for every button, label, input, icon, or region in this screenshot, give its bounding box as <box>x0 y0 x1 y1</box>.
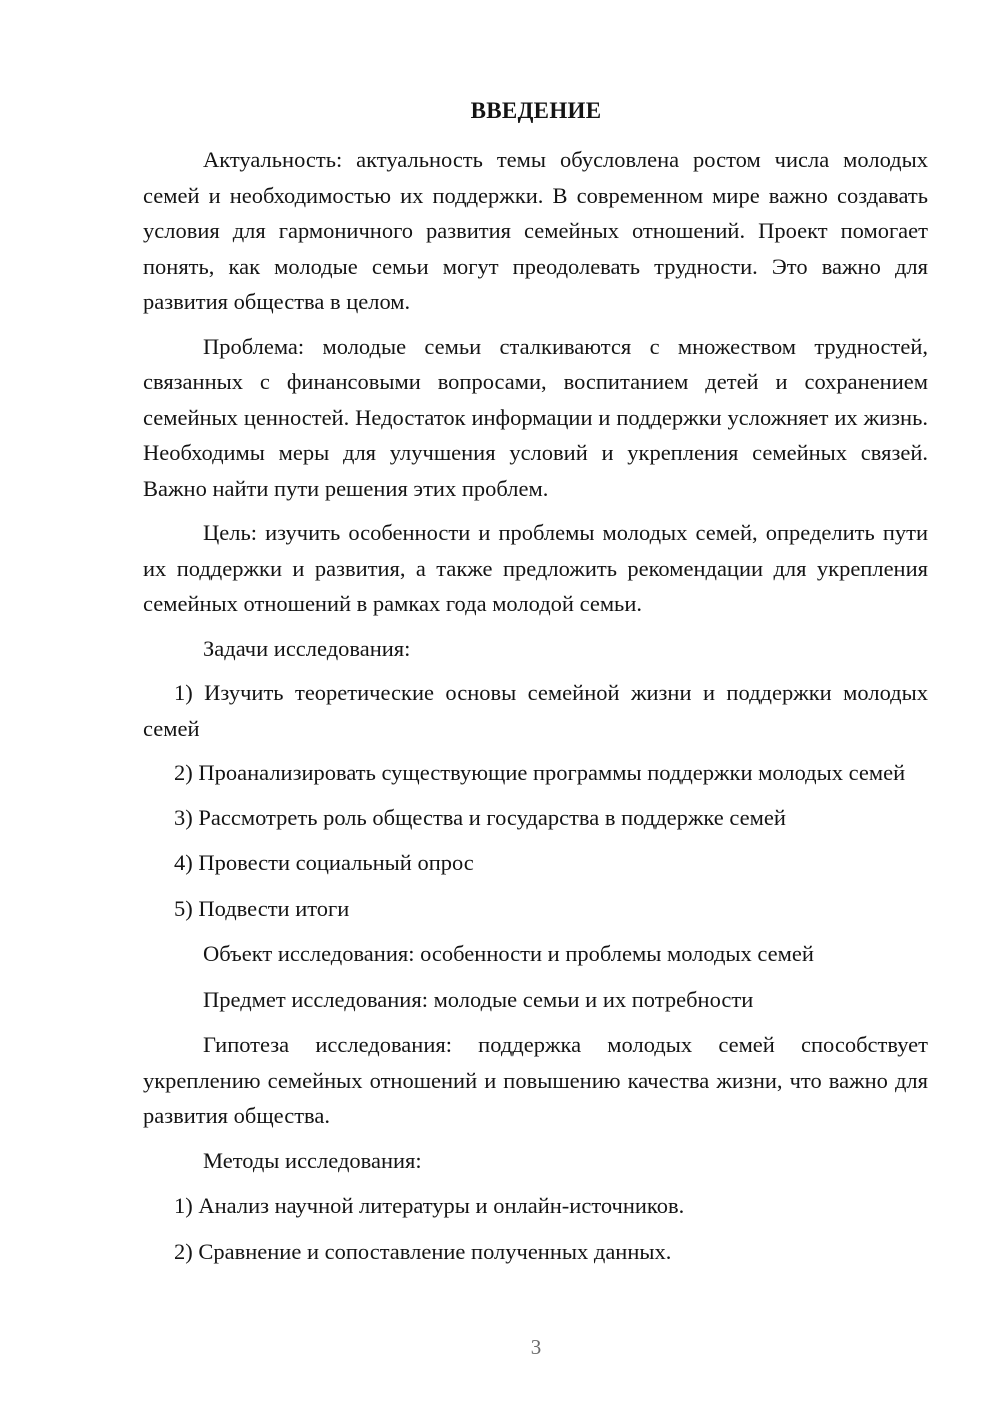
task-item-2: 2) Проанализировать существующие программы поддержки молодых семей <box>174 760 906 785</box>
paragraph-object: Объект исследования: особенности и проблемы молодых семей <box>203 941 814 966</box>
method-item-1: 1) Анализ научной литературы и онлайн-источников. <box>174 1193 685 1218</box>
page-number: 3 <box>530 1335 542 1359</box>
page-title: ВВЕДЕНИЕ <box>470 98 602 123</box>
paragraph-hypothesis: Гипотеза исследования: поддержка молодых семей способствует укреплению семейных отношений и повышению качества жизни, что важно для развития общества. <box>143 1032 928 1128</box>
task-item-4: 4) Провести социальный опрос <box>174 850 474 875</box>
task-item-1: 1) Изучить теоретические основы семейной жизни и поддержки молодых семей <box>143 680 928 741</box>
paragraph-subject: Предмет исследования: молодые семьи и их потребности <box>203 986 754 1012</box>
paragraph-relevance: Актуальность: актуальность темы обусловлена ростом числа молодых семей и необходимостью их поддержки. В современном мире важно создавать условия для гармоничного развития семейных отношений. Проект помогает понять, как молодые семьи могут преодолевать трудности. Это важно для развития общества в целом. <box>143 147 928 314</box>
method-item-2: 2) Сравнение и сопоставление полученных данных. <box>174 1238 672 1264</box>
document-body <box>143 142 928 1269</box>
paragraph-problem: Проблема: молодые семьи сталкиваются с множеством трудностей, связанных с финансовыми вопросами, воспитанием детей и сохранением семейных ценностей. Недостаток информации и поддержки усложняет их жизнь. Необходимы меры для улучшения условий и укрепления семейных связей. Важно найти пути решения этих проблем. <box>143 333 928 501</box>
tasks-heading: Задачи исследования: <box>203 635 411 661</box>
task-item-3: 3) Рассмотреть роль общества и государства в поддержке семей <box>174 804 786 830</box>
methods-heading: Методы исследования: <box>203 1147 422 1173</box>
paragraph-goal: Цель: изучить особенности и проблемы молодых семей, определить пути их поддержки и развития, а также предложить рекомендации для укрепления семейных отношений в рамках года молодой семьи. <box>143 520 928 616</box>
task-item-5: 5) Подвести итоги <box>174 895 350 921</box>
